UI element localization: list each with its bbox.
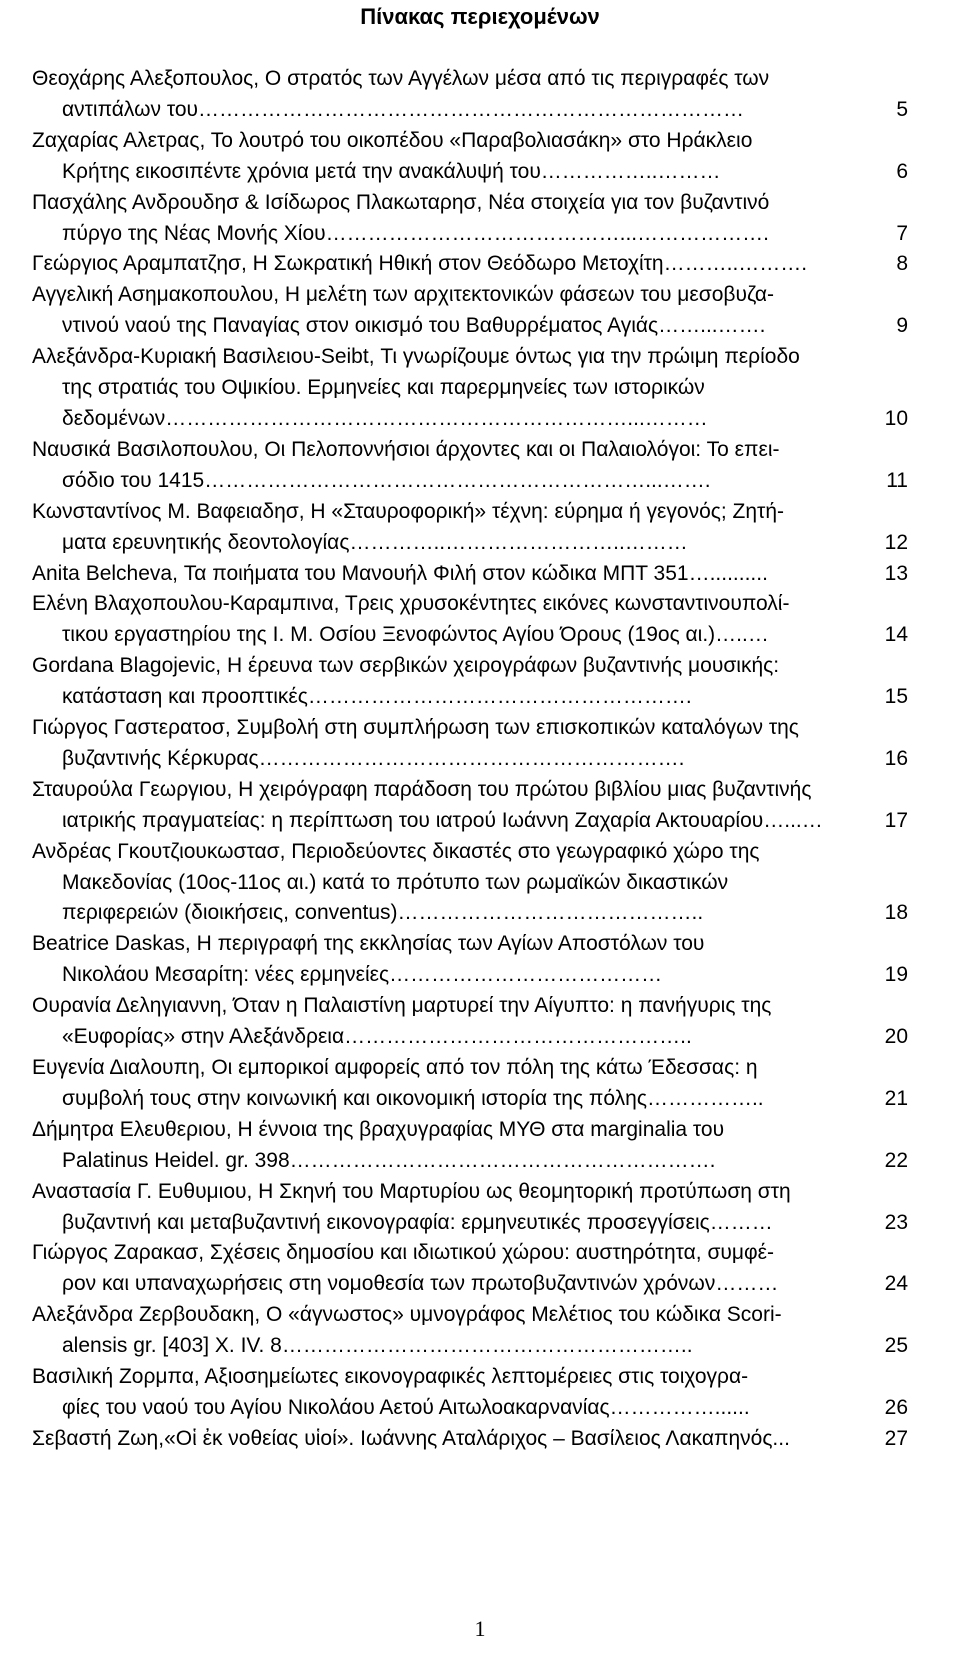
toc-entry-text: Ζαχαρίας Αλετρας, Το λουτρό του οικοπέδου «Παραβολιασάκη» στο Ηράκλειο: [32, 128, 753, 152]
toc-page-number: 17: [884, 808, 908, 832]
toc-entry-text: Σταυρούλα Γεωργιου, Η χειρόγραφη παράδοση του πρώτου βιβλίου μιας βυζαντινής: [32, 777, 812, 801]
toc-entry-line: [0, 1300, 960, 1331]
toc-page-number: 27: [884, 1426, 908, 1450]
toc-entry-line: [0, 528, 960, 559]
toc-entry-text: Αλεξάνδρα-Κυριακή Βασιλειου-Seibt, Τι γνωρίζουμε όντως για την πρώιμη περίοδο: [32, 345, 800, 369]
toc-entry-text: ντινού ναού της Παναγίας στον οικισμό του Βαθυρρέματος Αγιάς……...…….: [62, 314, 766, 338]
toc-entry: [0, 1177, 960, 1239]
toc-entry-text: Ελένη Βλαχοπουλου-Καραμπινα, Τρεις χρυσοκέντητες εικόνες κωνσταντινουπολί-: [32, 592, 790, 616]
toc-entry-text: «Ευφορίας» στην Αλεξάνδρεια…………………………………………..: [62, 1025, 692, 1049]
table-of-contents: [0, 64, 960, 1455]
toc-entry-text: Κρήτης εικοσιπέντε χρόνια μετά την ανακάλυψή του……………..………: [62, 159, 721, 183]
toc-page-number: 19: [884, 963, 908, 987]
toc-entry-line: [0, 1424, 960, 1455]
toc-entry-text: Αλεξάνδρα Ζερβουδακη, Ο «άγνωστος» υμνογράφος Μελέτιος του κώδικα Scori-: [32, 1303, 782, 1327]
toc-entry-text: ματα ερευνητικής δεοντολογίας…………..……………………..………: [62, 530, 688, 554]
toc-entry-text: Gordana Blagojevic, Η έρευνα των σερβικών χειρογράφων βυζαντινής μουσικής:: [32, 654, 780, 678]
toc-entry: [0, 126, 960, 188]
toc-entry-text: πύργο της Νέας Μονής Χίου……………………………………...……………….: [62, 221, 769, 245]
toc-entry-line: [0, 1115, 960, 1146]
toc-entry-line: [0, 1393, 960, 1424]
toc-entry: [0, 1238, 960, 1300]
toc-page-number: 13: [884, 561, 908, 585]
toc-entry-line: [0, 898, 960, 929]
toc-entry-line: [0, 280, 960, 311]
toc-entry: [0, 249, 960, 280]
toc-entry-line: [0, 589, 960, 620]
toc-entry-text: ιατρικής πραγματείας: η περίπτωση του ιατρού Ιωάννη Ζαχαρία Ακτουαρίου…...…: [62, 808, 823, 832]
toc-page-number: 15: [884, 685, 908, 709]
toc-entry-text: συμβολή τους στην κοινωνική και οικονομική ιστορία της πόλης……………..: [62, 1086, 764, 1110]
toc-entry: [0, 589, 960, 651]
toc-page-number: 22: [884, 1148, 908, 1172]
toc-page-number: 16: [884, 746, 908, 770]
toc-entry-line: [0, 466, 960, 497]
toc-entry-text: Γιώργος Ζαρακασ, Σχέσεις δημοσίου και ιδιωτικού χώρου: αυστηρότητα, συμφέ-: [32, 1241, 774, 1265]
toc-page-number: 12: [884, 530, 908, 554]
toc-page-number: 6: [896, 159, 908, 183]
toc-entry: [0, 651, 960, 713]
toc-entry-text: Γεώργιος Αραμπατζησ, Η Σωκρατική Ηθική στον Θεόδωρο Μετοχίτη………..……….: [32, 252, 808, 276]
toc-entry-line: [0, 404, 960, 435]
toc-entry-text: Βασιλική Ζορμπα, Αξιοσημείωτες εικονογραφικές λεπτομέρειες στις τοιχογρα-: [32, 1365, 749, 1389]
toc-page-number: 21: [884, 1086, 908, 1110]
toc-entry-line: [0, 1022, 960, 1053]
toc-entry-line: [0, 868, 960, 899]
toc-entry-text: Αναστασία Γ. Ευθυμιου, Η Σκηνή του Μαρτυρίου ως θεομητορική προτύπωση στη: [32, 1179, 791, 1203]
toc-entry-text: φίες του ναού του Αγίου Νικολάου Αετού Αιτωλοακαρνανίας……………......: [62, 1395, 750, 1419]
toc-entry-text: αντιπάλων του……………………………………………………………………: [62, 97, 745, 121]
toc-entry-line: [0, 373, 960, 404]
toc-entry-line: [0, 991, 960, 1022]
toc-entry-text: Palatinus Heidel. gr. 398…………………………………………………….: [62, 1148, 716, 1172]
toc-entry-line: [0, 435, 960, 466]
toc-entry-line: [0, 559, 960, 590]
toc-page-number: 11: [886, 468, 908, 492]
toc-entry-line: [0, 1362, 960, 1393]
toc-entry-line: [0, 1177, 960, 1208]
toc-page-number: 8: [896, 252, 908, 276]
toc-entry-text: Πασχάλης Ανδρουδησ & Ισίδωρος Πλακωταρησ, Νέα στοιχεία για τον βυζαντινό: [32, 190, 770, 214]
toc-entry: [0, 929, 960, 991]
toc-entry-line: [0, 188, 960, 219]
toc-entry-line: [0, 620, 960, 651]
toc-entry-line: [0, 775, 960, 806]
toc-entry-line: [0, 126, 960, 157]
toc-entry-text: Κωνσταντίνος Μ. Βαφειαδησ, Η «Σταυροφορική» τέχνη: εύρημα ή γεγονός; Ζητή-: [32, 499, 785, 523]
toc-entry-line: [0, 806, 960, 837]
toc-entry-line: [0, 219, 960, 250]
toc-entry: [0, 435, 960, 497]
toc-entry-line: [0, 1146, 960, 1177]
toc-entry-line: [0, 64, 960, 95]
toc-entry: [0, 280, 960, 342]
toc-entry: [0, 342, 960, 435]
toc-entry: [0, 775, 960, 837]
toc-entry-text: Γιώργος Γαστερατοσ, Συμβολή στη συμπλήρωση των επισκοπικών καταλόγων της: [32, 716, 799, 740]
toc-entry-text: σόδιο του 1415………………………………………………………...…….: [62, 468, 711, 492]
toc-entry: [0, 1362, 960, 1424]
toc-entry: [0, 188, 960, 250]
toc-entry: [0, 1300, 960, 1362]
toc-entry-text: Anita Belcheva, Τα ποιήματα του Μανουήλ Φιλή στον κώδικα ΜΠΤ 351…..........: [32, 561, 768, 585]
toc-entry-text: Ναυσικά Βασιλοπουλου, Οι Πελοποννήσιοι άρχοντες και οι Παλαιολόγοι: Το επει-: [32, 437, 780, 461]
toc-entry-line: [0, 311, 960, 342]
toc-entry-text: Νικολάου Μεσαρίτη: νέες ερμηνείες…………………………………: [62, 963, 663, 987]
toc-entry-text: Ευγενία Διαλουπη, Οι εμπορικοί αμφορείς από τον πόλη της κάτω Έδεσσας: η: [32, 1056, 758, 1079]
toc-entry: [0, 1424, 960, 1455]
toc-entry-text: ρον και υπαναχωρήσεις στη νομοθεσία των πρωτοβυζαντινών χρόνων………: [62, 1272, 779, 1296]
toc-entry-text: Ουρανία Δεληγιαννη, Όταν η Παλαιστίνη μαρτυρεί την Αίγυπτο: η πανήγυρις της: [32, 994, 772, 1018]
toc-page-number: 7: [896, 221, 908, 245]
toc-entry: [0, 1115, 960, 1177]
toc-entry: [0, 991, 960, 1053]
toc-page-number: 20: [884, 1025, 908, 1049]
toc-entry-line: [0, 1331, 960, 1362]
toc-page-number: 5: [896, 97, 908, 121]
toc-entry-line: [0, 837, 960, 868]
toc-entry: [0, 837, 960, 930]
toc-page-number: 9: [896, 314, 908, 338]
toc-entry-line: [0, 157, 960, 188]
toc-entry-text: βυζαντινής Κέρκυρας…………………………………………………….: [62, 746, 685, 770]
toc-entry-line: [0, 1208, 960, 1239]
toc-entry-line: [0, 342, 960, 373]
toc-entry-line: [0, 682, 960, 713]
footer-page-number: 1: [474, 1616, 486, 1641]
toc-entry: [0, 497, 960, 559]
toc-entry-line: [0, 1053, 960, 1084]
toc-entry-line: [0, 249, 960, 280]
toc-entry-text: Αγγελική Ασημακοπουλου, Η μελέτη των αρχιτεκτονικών φάσεων του μεσοβυζα-: [32, 283, 774, 307]
toc-page-number: 25: [884, 1334, 908, 1358]
toc-entry: [0, 559, 960, 590]
toc-entry: [0, 64, 960, 126]
toc-entry-text: περιφερειών (διοικήσεις, conventus)……………………………………..: [62, 901, 704, 925]
toc-page-number: 24: [884, 1272, 908, 1296]
toc-page-number: 18: [884, 901, 908, 925]
toc-entry-text: της στρατιάς του Οψικίου. Ερμηνείες και παρερμηνείες των ιστορικών: [62, 376, 705, 400]
toc-entry-line: [0, 929, 960, 960]
toc-page-number: 14: [884, 623, 908, 647]
toc-entry-line: [0, 1084, 960, 1115]
toc-page-number: 23: [884, 1210, 908, 1234]
toc-entry-text: Μακεδονίας (10ος-11ος αι.) κατά το πρότυπο των ρωμαϊκών δικαστικών: [62, 870, 729, 894]
toc-entry-text: τικου εργαστηρίου της Ι. Μ. Οσίου Ξενοφώντος Αγίου Όρους (19ος αι.)…..…: [62, 623, 769, 647]
toc-entry-line: [0, 960, 960, 991]
toc-entry-line: [0, 1238, 960, 1269]
toc-entry-line: [0, 744, 960, 775]
toc-page-number: 26: [884, 1395, 908, 1419]
toc-entry-text: βυζαντινή και μεταβυζαντινή εικονογραφία: ερμηνευτικές προσεγγίσεις………: [62, 1210, 773, 1234]
toc-entry-text: Beatrice Daskas, Η περιγραφή της εκκλησίας των Αγίων Αποστόλων του: [32, 932, 705, 956]
toc-entry-line: [0, 1269, 960, 1300]
toc-entry: [0, 1053, 960, 1115]
toc-entry-line: [0, 497, 960, 528]
toc-entry-text: Σεβαστή Ζωη,«Οἱ ἐκ νοθείας υἱοί». Ιωάννης Αταλάριχος – Βασίλειος Λακαπηνός...: [32, 1426, 790, 1450]
toc-entry-text: alensis gr. [403] X. IV. 8…………………………………………………..: [62, 1334, 693, 1358]
toc-entry-text: Θεοχάρης Αλεξοπουλος, Ο στρατός των Αγγέλων μέσα από τις περιγραφές των: [32, 67, 770, 90]
toc-entry-text: δεδομένων…………………………………………………………...………: [62, 406, 708, 430]
toc-entry-text: Δήμητρα Ελευθεριου, Η έννοια της βραχυγραφίας ΜΥΘ στα marginalia του: [32, 1117, 725, 1141]
toc-page-number: 10: [884, 406, 908, 430]
toc-entry-line: [0, 651, 960, 682]
toc-entry-text: κατάσταση και προοπτικές……………………………………………….: [62, 685, 692, 709]
toc-entry: [0, 713, 960, 775]
page-title: Πίνακας περιεχομένων: [360, 4, 600, 29]
toc-entry-line: [0, 713, 960, 744]
toc-entry-line: [0, 95, 960, 126]
toc-entry-text: Ανδρέας Γκουτζιουκωστασ, Περιοδεύοντες δικαστές στο γεωγραφικό χώρο της: [32, 839, 760, 863]
